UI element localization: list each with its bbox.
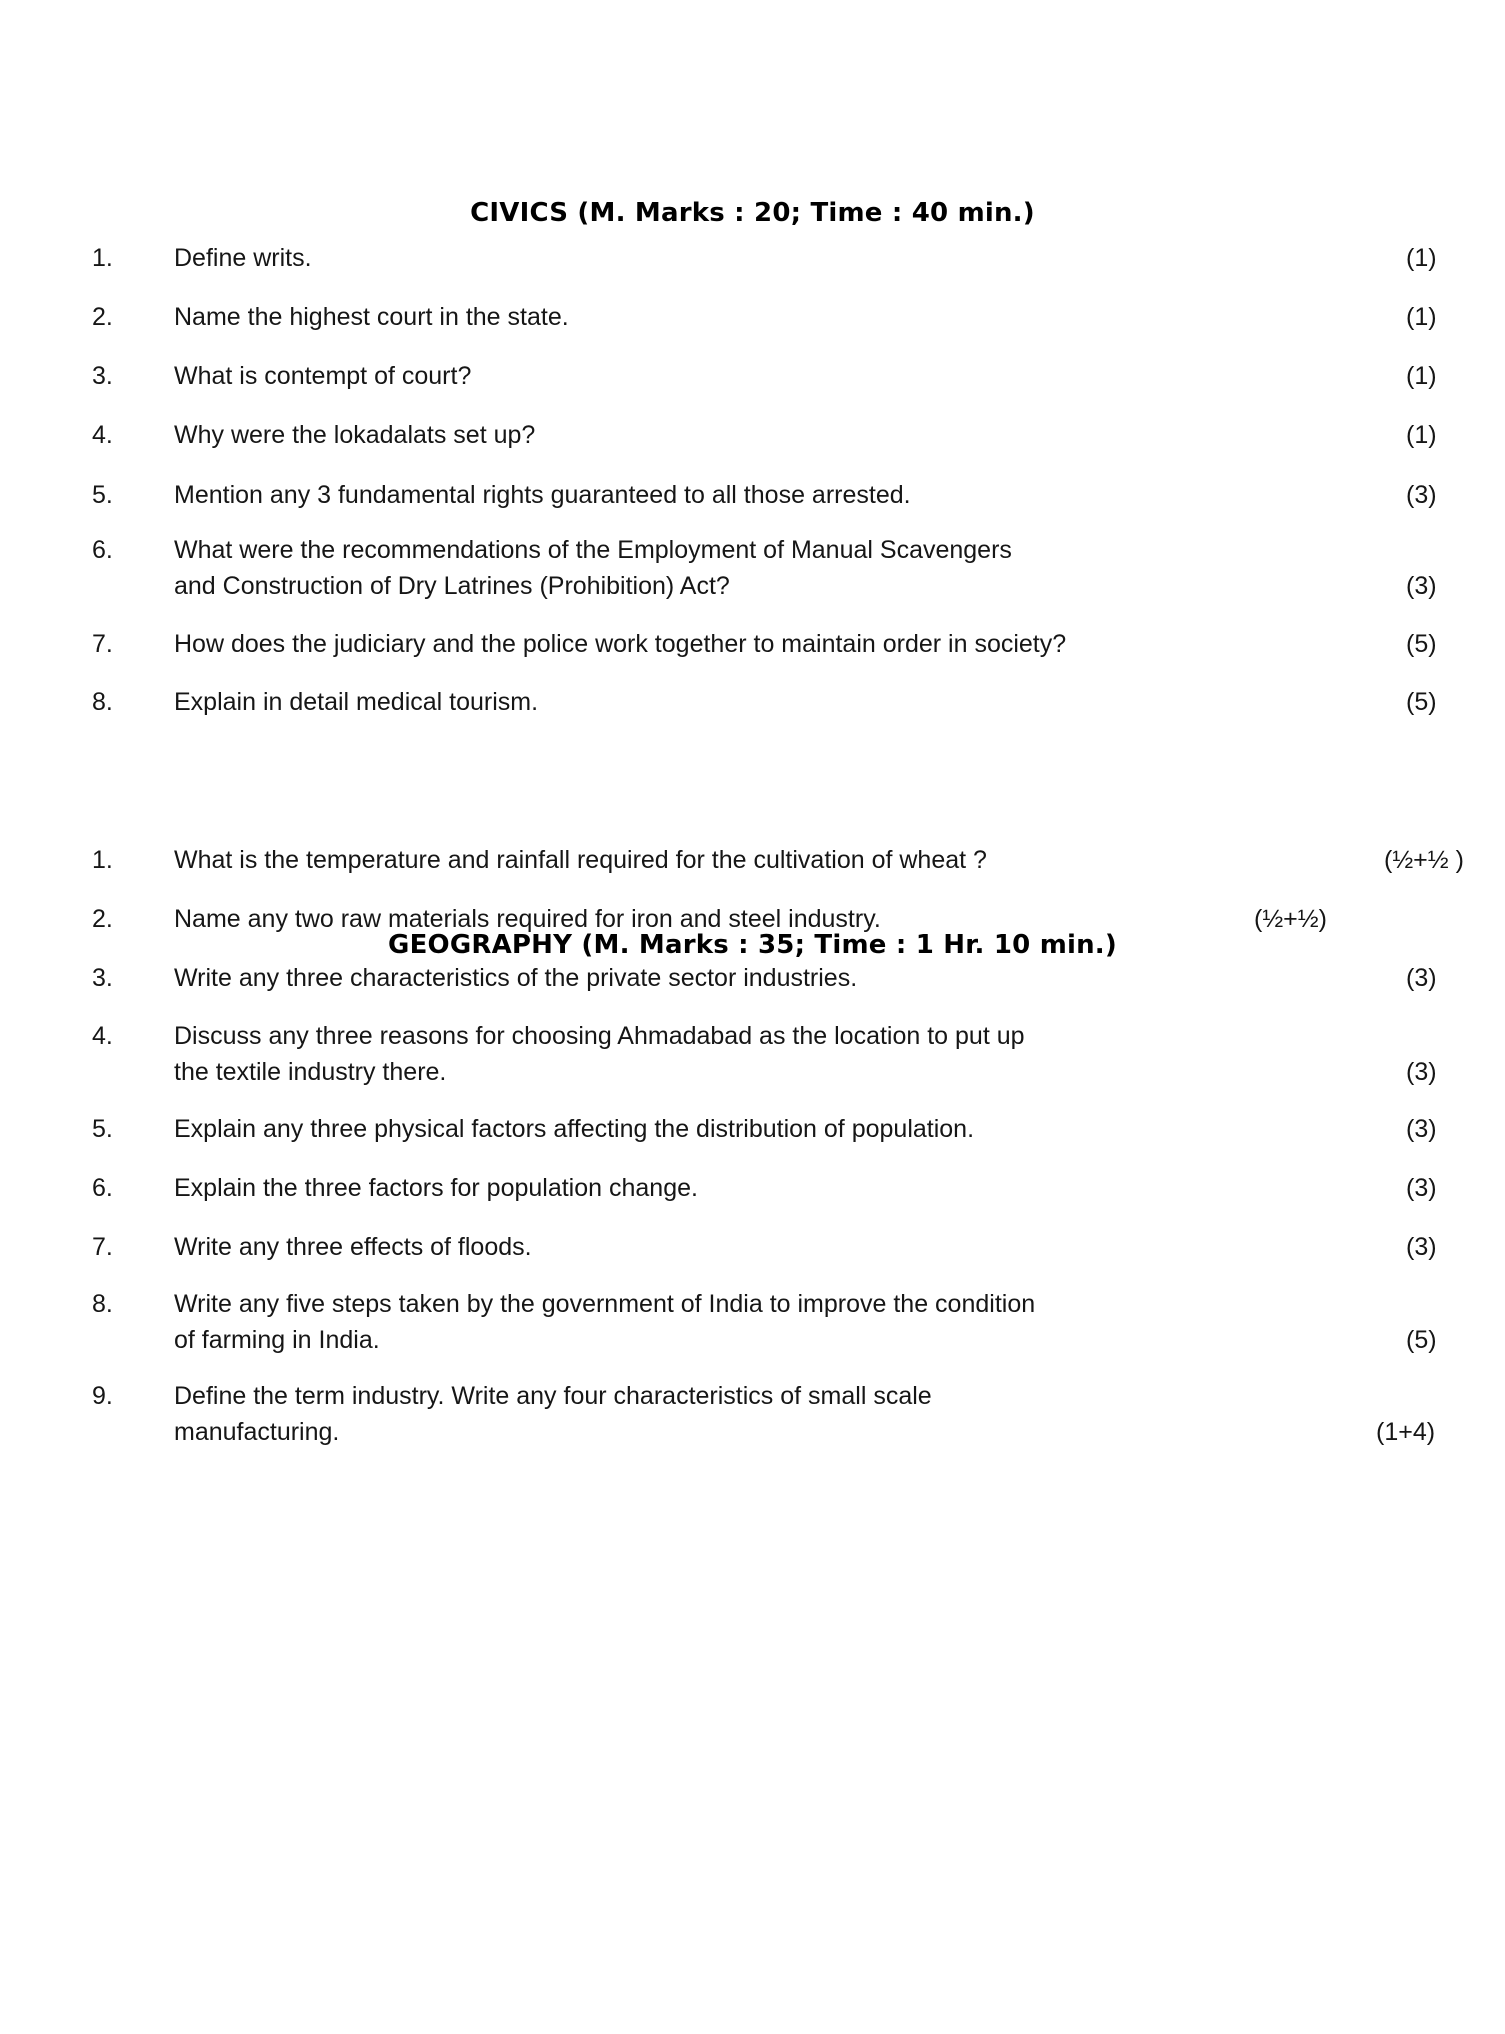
civics-heading-text: CIVICS (M. Marks : 20; Time : 40 min.) — [470, 198, 1035, 228]
question-marks: (3) — [1406, 964, 1437, 992]
question-number: 5. — [92, 481, 113, 509]
question-number: 2. — [92, 905, 113, 933]
question-row — [92, 1286, 1452, 1358]
question-number: 8. — [92, 688, 113, 716]
civics-section-heading — [0, 198, 1505, 228]
question-text-line: Explain any three physical factors affecting the distribution of population. — [174, 1115, 975, 1143]
question-row — [92, 1111, 1452, 1147]
question-number: 7. — [92, 1233, 113, 1261]
question-marks: (3) — [1406, 1233, 1437, 1261]
question-row — [92, 1018, 1452, 1090]
question-text-line: and Construction of Dry Latrines (Prohibition) Act? — [174, 572, 730, 600]
question-row — [92, 477, 1452, 513]
question-number: 4. — [92, 1022, 113, 1050]
question-number: 6. — [92, 1174, 113, 1202]
question-text-line: What were the recommendations of the Employment of Manual Scavengers — [174, 536, 1012, 564]
question-text-line: Write any three effects of floods. — [174, 1233, 532, 1261]
question-marks: (3) — [1406, 1058, 1437, 1086]
question-marks: (5) — [1406, 630, 1437, 658]
question-marks: (1) — [1406, 303, 1437, 331]
question-marks: (5) — [1406, 688, 1437, 716]
question-row — [92, 960, 1452, 996]
question-row — [92, 626, 1452, 662]
question-text-line: Why were the lokadalats set up? — [174, 421, 536, 449]
question-marks: (3) — [1406, 1115, 1437, 1143]
question-text-line: Explain the three factors for population change. — [174, 1174, 698, 1202]
question-marks: (1+4) — [1376, 1418, 1436, 1446]
question-text-line: Write any five steps taken by the government of India to improve the condition — [174, 1290, 1036, 1318]
question-row — [92, 1229, 1452, 1265]
question-row — [92, 417, 1452, 453]
question-text-line: How does the judiciary and the police work together to maintain order in society? — [174, 630, 1067, 658]
question-marks: (½+½ ) — [1384, 846, 1464, 874]
question-marks: (½+½) — [1254, 905, 1327, 933]
question-number: 4. — [92, 421, 113, 449]
question-text-line: Mention any 3 fundamental rights guaranteed to all those arrested. — [174, 481, 911, 509]
question-text-line: Discuss any three reasons for choosing Ahmadabad as the location to put up — [174, 1022, 1025, 1050]
question-number: 1. — [92, 244, 113, 272]
question-number: 7. — [92, 630, 113, 658]
question-number: 6. — [92, 536, 113, 564]
question-number: 8. — [92, 1290, 113, 1318]
question-marks: (1) — [1406, 244, 1437, 272]
question-text-line: Define the term industry. Write any four characteristics of small scale — [174, 1382, 932, 1410]
question-text-line: Write any three characteristics of the private sector industries. — [174, 964, 858, 992]
question-row — [92, 684, 1452, 720]
question-text-line: What is the temperature and rainfall required for the cultivation of wheat ? — [174, 846, 987, 874]
geography-heading-text: GEOGRAPHY (M. Marks : 35; Time : 1 Hr. 10 min.) — [388, 930, 1117, 960]
question-text-line: Name any two raw materials required for iron and steel industry. — [174, 905, 881, 933]
question-row — [92, 1170, 1452, 1206]
question-text-line: What is contempt of court? — [174, 362, 472, 390]
question-number: 3. — [92, 964, 113, 992]
question-text-line: Name the highest court in the state. — [174, 303, 569, 331]
question-row — [92, 901, 1452, 937]
question-number: 5. — [92, 1115, 113, 1143]
question-marks: (1) — [1406, 362, 1437, 390]
question-number: 9. — [92, 1382, 113, 1410]
question-row — [92, 299, 1452, 335]
question-marks: (3) — [1406, 572, 1437, 600]
question-number: 2. — [92, 303, 113, 331]
question-marks: (3) — [1406, 1174, 1437, 1202]
question-row — [92, 532, 1452, 604]
question-text-line: the textile industry there. — [174, 1058, 447, 1086]
question-number: 3. — [92, 362, 113, 390]
question-marks: (3) — [1406, 481, 1437, 509]
question-text-line: of farming in India. — [174, 1326, 380, 1354]
question-row — [92, 358, 1452, 394]
question-marks: (5) — [1406, 1326, 1437, 1354]
question-row — [92, 842, 1464, 878]
question-marks: (1) — [1406, 421, 1437, 449]
question-text-line: manufacturing. — [174, 1418, 340, 1446]
question-number: 1. — [92, 846, 113, 874]
question-text-line: Define writs. — [174, 244, 312, 272]
question-row — [92, 1378, 1452, 1450]
question-row — [92, 240, 1452, 276]
question-text-line: Explain in detail medical tourism. — [174, 688, 539, 716]
